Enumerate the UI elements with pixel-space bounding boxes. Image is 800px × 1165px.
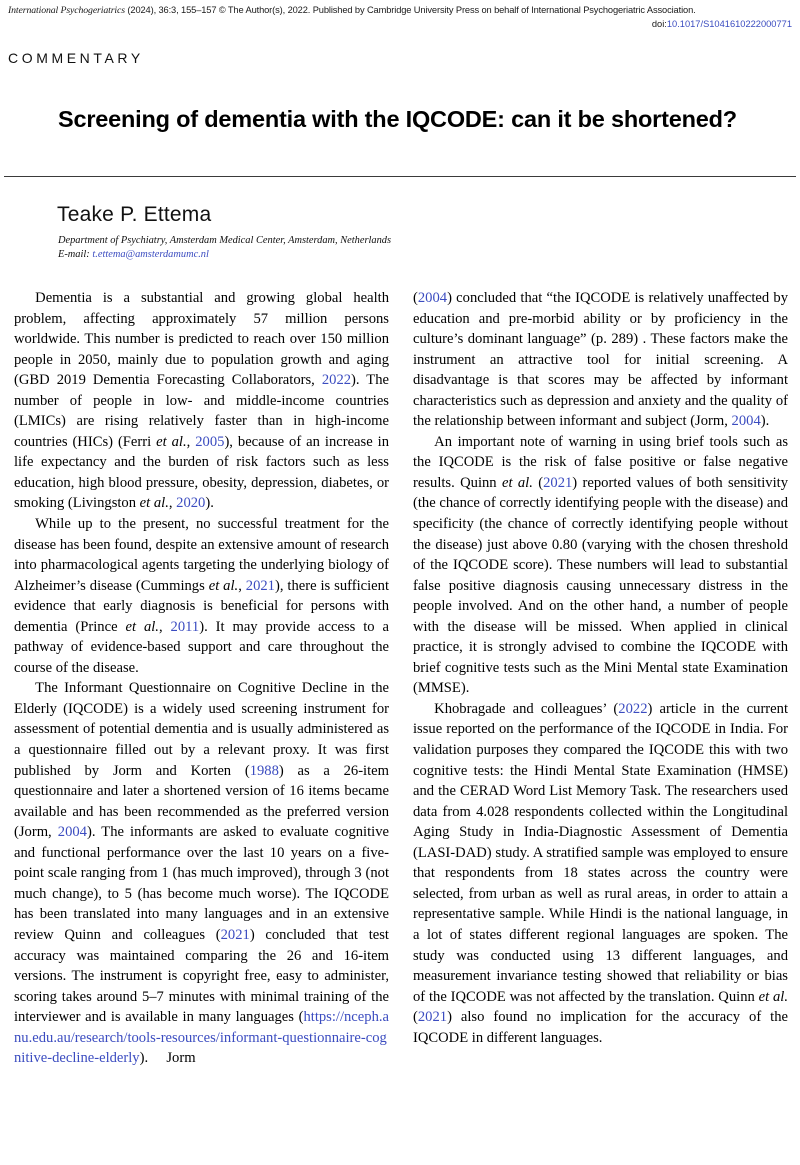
- author-affiliation: Department of Psychiatry, Amsterdam Medical Center, Amsterdam, Netherlands: [58, 235, 392, 246]
- citation-link[interactable]: 2022: [321, 372, 352, 389]
- title-divider: [4, 176, 796, 177]
- body-paragraph: The Informant Questionnaire on Cognitive Decline in the Elderly (IQCODE) is a widely used screening instrument for assessment of potential dementia and is usually administered as a questionnaire filled out by a relevant proxy. It was first published by Jorm and Korten (1988) as a 26-item questionnaire and later a shortened version of 16 items became available and has been recommended as the preferred version (Jorm, 2004). The informants are asked to evaluate cognitive and functional performance over the last 10 years on a five-point scale ranging from 1 (has much improved), through 3 (not much change), to 5 (has become much worse). The IQCODE has been translated into many languages and in an extensive review Quinn and colleagues (2021) concluded that test accuracy was maintained comparing the 26 and 16-item versions. The instrument is copyright free, easy to administer, scoring takes around 5–7 minutes with minimal training of the interviewer and is available in many languages (https://nceph.anu.edu.au/research/tools-resources/informant-questionnaire-cognitive-decline-elderly). Jorm: [14, 680, 389, 1067]
- body-paragraph: An important note of warning in using brief tools such as the IQCODE is the risk of false positive or false negative results. Quinn et al. (2021) reported values of both sensitivity (the chance of correctly identifying people with the disease) and specificity (the chance of correctly identifying people without the disease) just above 0.80 (varying with the chosen threshold of the IQCODE score). These numbers will lead to substantial false positive diagnosis causing unnecessary distress in the people involved. And on the other hand, a number of people with the disease will be missed. When applied in clinical practice, it is strongly advised to combine the IQCODE with brief cognitive tests such as the Mini Mental state Examination (MMSE).: [413, 433, 788, 697]
- author-email: [58, 248, 209, 262]
- author-name: Teake P. Ettema: [57, 203, 212, 226]
- body-columns: [14, 288, 788, 1069]
- emphasis-text: et al.: [758, 988, 788, 1005]
- citation-link[interactable]: 2011: [170, 618, 200, 635]
- journal-citation: (2024), 36:3, 155–157 © The Author(s), 2022. Published by Cambridge University Press on behalf of International Psychogeriatric Association.: [124, 5, 696, 15]
- citation-link[interactable]: 2004: [57, 824, 87, 841]
- emphasis-text: et al.: [208, 577, 239, 594]
- emphasis-text: et al.: [139, 495, 169, 512]
- citation-link[interactable]: 1988: [249, 762, 279, 779]
- body-column-left: [14, 288, 389, 1069]
- journal-name: International Psychogeriatrics: [8, 5, 125, 16]
- page-title: Screening of dementia with the IQCODE: can it be shortened?: [58, 105, 737, 132]
- external-url-link[interactable]: https://nceph.anu.edu.au/research/tools-resources/informant-questionnaire-cognitive-decline-elderly: [14, 1009, 389, 1067]
- email-label: E-mail:: [58, 249, 93, 260]
- citation-link[interactable]: 2004: [417, 290, 448, 306]
- article-type-label: COMMENTARY: [8, 50, 144, 66]
- doi-line: [652, 18, 792, 30]
- citation-link[interactable]: 2020: [176, 495, 206, 512]
- body-paragraph: While up to the present, no successful treatment for the disease has been found, despite an extensive amount of research into pharmacological agents targeting the underlying biology of Alzheimer’s disease (Cummings et al., 2021), there is sufficient evidence that early diagnosis is beneficial for persons with dementia (Prince et al., 2011). It may provide access to a pathway of evidence-based support and care throughout the course of the disease.: [14, 516, 389, 676]
- body-paragraph: (2004) concluded that “the IQCODE is relatively unaffected by education and pre-morbid ability or by proficiency in the culture’s dominant language” (p. 289) . These factors make the instrument an attractive tool for initial screening. A disadvantage is that scores may be affected by informant characteristics such as depression and anxiety and the quality of the relationship between informant and subject (Jorm, 2004).: [413, 290, 788, 430]
- citation-link[interactable]: 2021: [417, 1009, 448, 1026]
- journal-running-head: [8, 4, 792, 17]
- citation-link[interactable]: 2005: [195, 433, 225, 450]
- citation-link[interactable]: 2021: [543, 474, 573, 491]
- doi-link[interactable]: 10.1017/S1041610222000771: [666, 19, 792, 29]
- emphasis-text: et al.: [501, 474, 533, 491]
- body-paragraph: Khobragade and colleagues’ (2022) article in the current issue reported on the performance of the IQCODE in India. For validation purposes they compared the IQCODE this with two cognitive tests: the Hindi Mental State Examination (HMSE) and the CERAD Word List Memory Task. The researchers used data from 4.028 respondents collected within the Longitudinal Aging Study in India-Diagnostic Assessment of Dementia (LASI-DAD) study. A stratified sample was employed to ensure that respondents from 18 states across the country were selected, from urban as well as rural areas, in order to attain a representative sample. While Hindi is the national language, in a lot of states different regional languages are spoken. The study was conducted using 13 different languages, and measurement invariance testing showed that reliability or bias of the IQCODE was not affected by the translation. Quinn et al. (2021) also found no implication for the accuracy of the IQCODE in different languages.: [413, 700, 788, 1046]
- emphasis-text: et al.: [125, 618, 159, 635]
- email-address-link[interactable]: t.ettema@amsterdamumc.nl: [92, 249, 209, 260]
- citation-link[interactable]: 2021: [220, 926, 250, 943]
- citation-link[interactable]: 2022: [618, 700, 648, 717]
- citation-link[interactable]: 2021: [245, 577, 275, 594]
- citation-link[interactable]: 2004: [731, 413, 761, 430]
- body-column-right: [413, 288, 788, 1069]
- emphasis-text: et al.: [156, 433, 187, 450]
- doi-label: doi:: [651, 19, 667, 29]
- body-paragraph: Dementia is a substantial and growing global health problem, affecting approximately 57 million persons worldwide. This number is predicted to reach over 150 million people in 2050, mainly due to population growth and aging (GBD 2019 Dementia Forecasting Collaborators, 2022). The number of people in low- and middle-income countries (LMICs) are rising relatively faster than in high-income countries (HICs) (Ferri et al., 2005), because of an increase in life expectancy and the burden of risk factors such as less education, high blood pressure, obesity, depression, diabetes, or smoking (Livingston et al., 2020).: [14, 290, 390, 512]
